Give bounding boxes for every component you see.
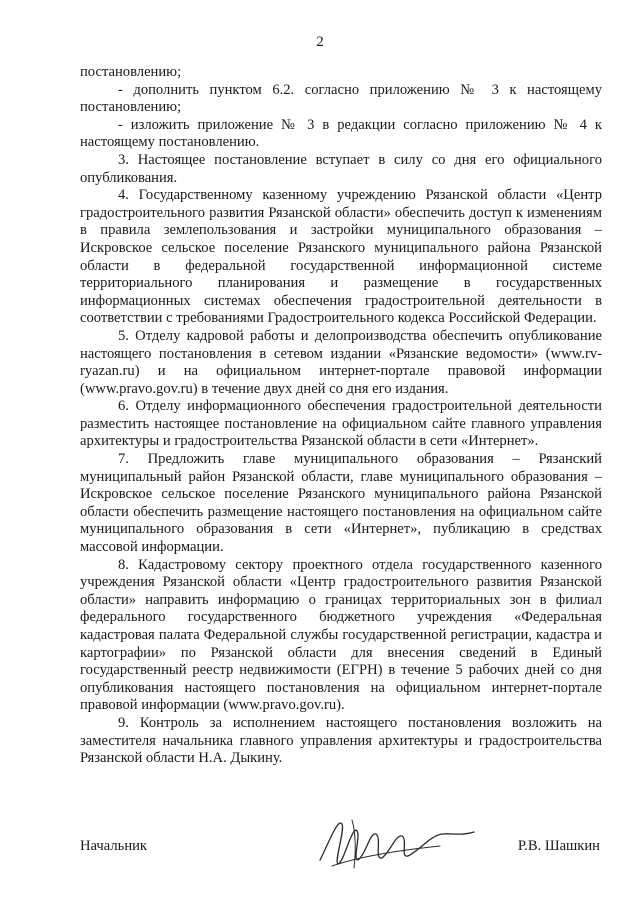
signatory-position: Начальник — [80, 838, 148, 854]
paragraph: - изложить приложение № 3 в редакции согласно приложению № 4 к настоящему постановлению. — [80, 116, 602, 151]
handwritten-signature — [312, 810, 502, 874]
paragraph-item-6: 6. Отделу информационного обеспечения градостроительной деятельности разместить настоящее постановление на официальном сайте главного управления архитектуры и градостроительства Рязанской области в сети «Интернет». — [80, 398, 602, 450]
paragraph-item-4: 4. Государственному казенному учреждению Рязанской области «Центр градостроительного развития Рязанской области» обеспечить доступ к изменениям в правила землепользования и застройки муниципального образования – Искровское сельское поселение Рязанского муниципального района Рязанской области в федеральной государственной информационной системе территориального планирования и размещение в государственных информационных системах обеспечения градостроительной деятельности в соответствии с требованиями Градостроительного кодекса Российской Федерации. — [80, 187, 602, 327]
paragraph-item-9: 9. Контроль за исполнением настоящего постановления возложить на заместителя начальника главного управления архитектуры и градостроительства Рязанской области Н.А. Дыкину. — [80, 714, 602, 767]
paragraph: - дополнить пунктом 6.2. согласно приложению № 3 к настоящему постановлению; — [80, 81, 602, 116]
document-body — [80, 64, 602, 768]
paragraph-item-8: 8. Кадастровому сектору проектного отдела государственного казенного учреждения Рязанской области «Центр градостроительного развития Рязанской области» направить информацию о границах территориальных зон в филиал федерального государственного бюджетного учреждения «Федеральная кадастровая палата Федеральной службы государственной регистрации, кадастра и картографии» по Рязанской области для внесения сведений в Единый государственный реестр недвижимости (ЕГРН) в течение 5 рабочих дней со дня опубликования настоящего постановления на официальном интернет-портале правовой информации (www.pravo.gov.ru). — [80, 556, 602, 714]
paragraph-item-7: 7. Предложить главе муниципального образования – Рязанский муниципальный район Рязанской области, главе муниципального образования – Искровское сельское поселение Рязанского муниципального района Рязанской области обеспечить размещение настоящего постановления на официальном сайте муниципального образования в сети «Интернет», публикацию в средствах массовой информации. — [80, 451, 602, 556]
paragraph: постановлению; — [80, 64, 182, 80]
signature-block — [80, 826, 602, 886]
paragraph-item-5: 5. Отделу кадровой работы и делопроизводства обеспечить опубликование настоящего постановления в сетевом издании «Рязанские ведомости» (www.rv-ryazan.ru) и на официальном интернет-портале правовой информации (www.pravo.gov.ru) в течение двух дней со дня его издания. — [80, 327, 602, 397]
signatory-name: Р.В. Шашкин — [517, 838, 600, 854]
paragraph-item-3: 3. Настоящее постановление вступает в силу со дня его официального опубликования. — [80, 151, 602, 186]
page-number: 2 — [316, 34, 324, 50]
